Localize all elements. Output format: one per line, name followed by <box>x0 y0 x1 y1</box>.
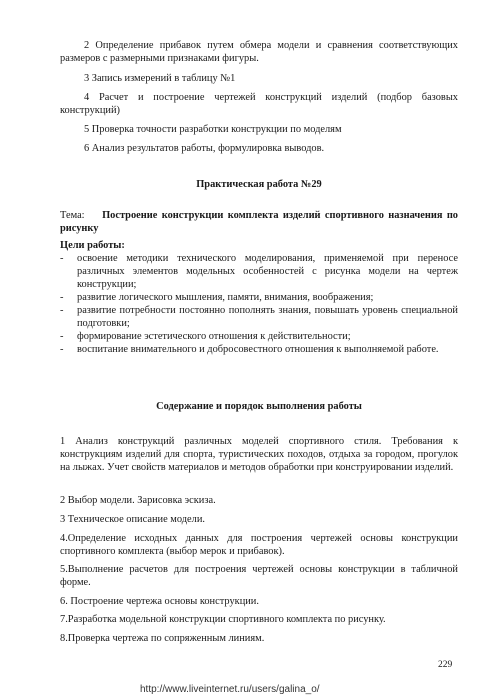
goals-list <box>60 252 458 356</box>
goals-heading: Цели работы: <box>60 240 125 251</box>
goal-item: - освоение методики технического моделирования, применяемой при переносе различных элементов модельных особенностей с рисунка модели на чертеж конструкции; <box>60 252 458 291</box>
goal-item: - развитие потребности постоянно пополнять знания, повышать уровень специальной подготовки; <box>60 304 458 330</box>
procedure-heading: Содержание и порядок выполнения работы <box>156 401 362 412</box>
intro-item-2: 2 Определение прибавок путем обмера модели и сравнения соответствующих размеров с размерными признаками фигуры. <box>60 40 458 64</box>
goal-item: - формирование эстетического отношения к действительности; <box>60 330 458 343</box>
intro-item-4: 4 Расчет и построение чертежей конструкций изделий (подбор базовых конструкций) <box>60 92 458 116</box>
procedure-step-2: 2 Выбор модели. Зарисовка эскиза. <box>60 495 216 506</box>
watermark-url: http://www.liveinternet.ru/users/galina_o/ <box>140 684 320 695</box>
procedure-step-6: 6. Построение чертежа основы конструкции. <box>60 596 259 607</box>
procedure-step-7: 7.Разработка модельной конструкции спортивного комплекта по рисунку. <box>60 614 386 625</box>
procedure-step-8: 8.Проверка чертежа по сопряженным линиям. <box>60 633 265 644</box>
procedure-step-5: 5.Выполнение расчетов для построения чертежей основы конструкции в табличной форме. <box>60 564 458 588</box>
goal-item: - воспитание внимательного и добросовестного отношения к выполняемой работе. <box>60 343 458 356</box>
procedure-step-1: 1 Анализ конструкций различных моделей спортивного стиля. Требования к конструкциям изделий для спорта, туристических походов, отдыха за городом, прогулок на лыжах. Учет свойств материалов и методов обработки при конструировании изделий. <box>60 436 458 473</box>
tema-title: Построение конструкции комплекта изделий спортивного назначения по рисунку <box>60 210 458 234</box>
intro-item-3: 3 Запись измерений в таблицу №1 <box>84 73 236 84</box>
procedure-step-3: 3 Техническое описание модели. <box>60 514 206 525</box>
intro-item-5: 5 Проверка точности разработки конструкции по моделям <box>84 124 342 135</box>
tema-label: Тема: <box>60 210 85 221</box>
tema <box>60 209 458 235</box>
page-number: 229 <box>438 660 453 670</box>
intro-item-6: 6 Анализ результатов работы, формулировка выводов. <box>84 143 325 154</box>
work-title: Практическая работа №29 <box>196 179 322 190</box>
procedure-step-4: 4.Определение исходных данных для построения чертежей основы конструкции спортивного комплекта (выбор мерок и прибавок). <box>60 533 458 557</box>
goal-item: - развитие логического мышления, памяти, внимания, воображения; <box>60 291 458 304</box>
